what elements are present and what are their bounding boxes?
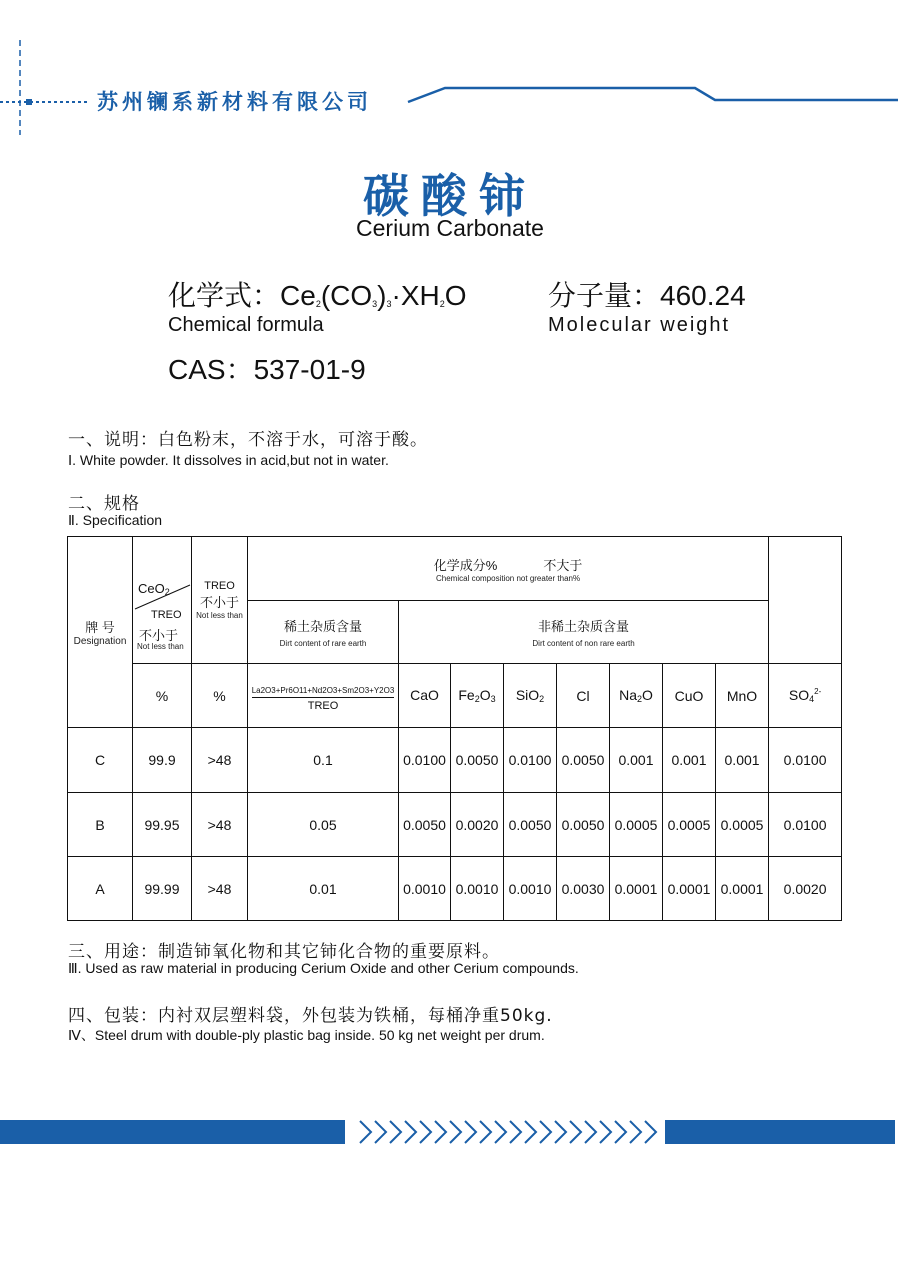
ceo2-percent: % (133, 664, 192, 728)
nonrare-en: Dirt content of non rare earth (532, 639, 635, 648)
company-name: 苏州镧系新材料有限公司 (97, 90, 372, 114)
designation-header (68, 537, 133, 728)
value-cell: 0.0001 (716, 857, 769, 921)
rare-en: Dirt content of rare earth (279, 639, 367, 648)
col-header: SiO$_2$ (504, 664, 557, 728)
treo-not-less-en: Not less than (196, 611, 243, 620)
treo-label: TREO (204, 580, 235, 592)
value-cell: 0.0050 (504, 793, 557, 857)
section1-cn: 一、说明：白色粉末，不溶于水，可溶于酸。 (68, 430, 428, 450)
rare-fraction (248, 664, 399, 728)
value-cell: 0.0005 (716, 793, 769, 857)
rare-formula: La2O3+Pr6O11+Nd2O3+Sm2O3+Y2O3 (252, 686, 395, 698)
chem-comp-cn: 化学成分% (433, 557, 498, 573)
rare-cell: 0.01 (248, 857, 399, 921)
header-decoration (0, 30, 900, 140)
so4-cell: 0.0100 (769, 793, 842, 857)
cas-number (168, 348, 366, 388)
ceo2-label: CeO$_2$ (138, 581, 170, 597)
value-cell: 0.001 (663, 728, 716, 793)
ceo2-cell: 99.99 (133, 857, 192, 921)
table-row (68, 728, 842, 793)
product-title-en: Cerium Carbonate (356, 215, 544, 241)
value-cell: 0.0005 (610, 793, 663, 857)
not-greater-cn: 不大于 (543, 557, 583, 573)
rare-cell: 0.05 (248, 793, 399, 857)
value-cell: 0.0100 (399, 728, 451, 793)
mw-value: 460.24 (660, 280, 746, 311)
spec-table (67, 536, 842, 921)
value-cell: 0.001 (716, 728, 769, 793)
col-header: $Fe_2O_3$ (451, 664, 504, 728)
section4-en: Ⅳ、Steel drum with double-ply plastic bag inside. 50 kg net weight per drum. (68, 1027, 545, 1043)
value-cell: 0.0050 (557, 728, 610, 793)
formula-label: 化学式： (168, 280, 281, 311)
rare-cell: 0.1 (248, 728, 399, 793)
ceo2-treo: TREO (151, 609, 182, 621)
value-cell: 0.0010 (504, 857, 557, 921)
footer-decoration (0, 1118, 900, 1150)
chemical-formula (168, 274, 467, 314)
rare-cn: 稀土杂质含量 (283, 619, 362, 634)
ceo2-not-less-cn: 不小于 (139, 628, 179, 643)
blank-header (769, 537, 842, 664)
col-header: $Na_2O$ (610, 664, 663, 728)
grade-cell: C (68, 728, 133, 793)
treo-cell: >48 (192, 793, 248, 857)
value-cell: 0.0100 (504, 728, 557, 793)
table-row (68, 793, 842, 857)
cas-value: 537-01-9 (253, 354, 366, 385)
treo-header (192, 537, 248, 664)
designation-cn: 牌 号 (85, 620, 115, 635)
mw-label: 分子量： (548, 280, 661, 311)
ceo2-not-less-en: Not less than (137, 642, 184, 651)
value-cell: 0.0050 (451, 728, 504, 793)
chem-comp-en: Chemical composition not greater than% (436, 573, 581, 583)
ceo2-cell: 99.9 (133, 728, 192, 793)
section2-en: Ⅱ. Specification (68, 512, 163, 528)
col-header: CuO (663, 664, 716, 728)
product-title-cn: 碳酸铈 (363, 169, 537, 223)
ceo2-header (133, 537, 192, 664)
formula-label-en: Chemical formula (168, 314, 324, 336)
section3-en: Ⅲ. Used as raw material in producing Cerium Oxide and other Cerium compounds. (68, 960, 579, 976)
rare-earth-header (248, 601, 399, 664)
value-cell: 0.0050 (399, 793, 451, 857)
so4-cell: 0.0100 (769, 728, 842, 793)
value-cell: 0.001 (610, 728, 663, 793)
col-header: Cl (557, 664, 610, 728)
section2-cn: 二、规格 (68, 494, 140, 514)
value-cell: 0.0030 (557, 857, 610, 921)
mw-label-en: Molecular weight (548, 314, 731, 336)
treo-cell: >48 (192, 728, 248, 793)
designation-en: Designation (73, 636, 127, 647)
grade-cell: B (68, 793, 133, 857)
grade-cell: A (68, 857, 133, 921)
section1-en: Ⅰ. White powder. It dissolves in acid,but not in water. (68, 452, 389, 468)
formula-value: $Ce_2(CO_3)_3\cdot XH_2O$ (280, 280, 467, 311)
table-row (68, 857, 842, 921)
so4-cell: 0.0020 (769, 857, 842, 921)
chem-comp-header (248, 537, 769, 601)
col-header: MnO (716, 664, 769, 728)
value-cell: 0.0010 (451, 857, 504, 921)
section4-cn: 四、包装：内衬双层塑料袋，外包装为铁桶，每桶净重50kg. (68, 1006, 553, 1026)
value-cell: 0.0010 (399, 857, 451, 921)
treo-percent: % (192, 664, 248, 728)
value-cell: 0.0050 (557, 793, 610, 857)
value-cell: 0.0001 (663, 857, 716, 921)
col-header: CaO (399, 664, 451, 728)
treo-not-less-cn: 不小于 (199, 595, 239, 610)
treo-cell: >48 (192, 857, 248, 921)
rare-denominator: TREO (307, 699, 339, 712)
nonrare-cn: 非稀土杂质含量 (538, 619, 630, 634)
value-cell: 0.0001 (610, 857, 663, 921)
value-cell: 0.0005 (663, 793, 716, 857)
value-cell: 0.0020 (451, 793, 504, 857)
cas-label: CAS： (168, 354, 254, 385)
ceo2-cell: 99.95 (133, 793, 192, 857)
molecular-weight (548, 274, 746, 314)
so4-header: $SO_4^{2-}$ (769, 664, 842, 728)
section3-cn: 三、用途：制造铈氧化物和其它铈化合物的重要原料。 (68, 942, 500, 962)
nonrare-header (399, 601, 769, 664)
